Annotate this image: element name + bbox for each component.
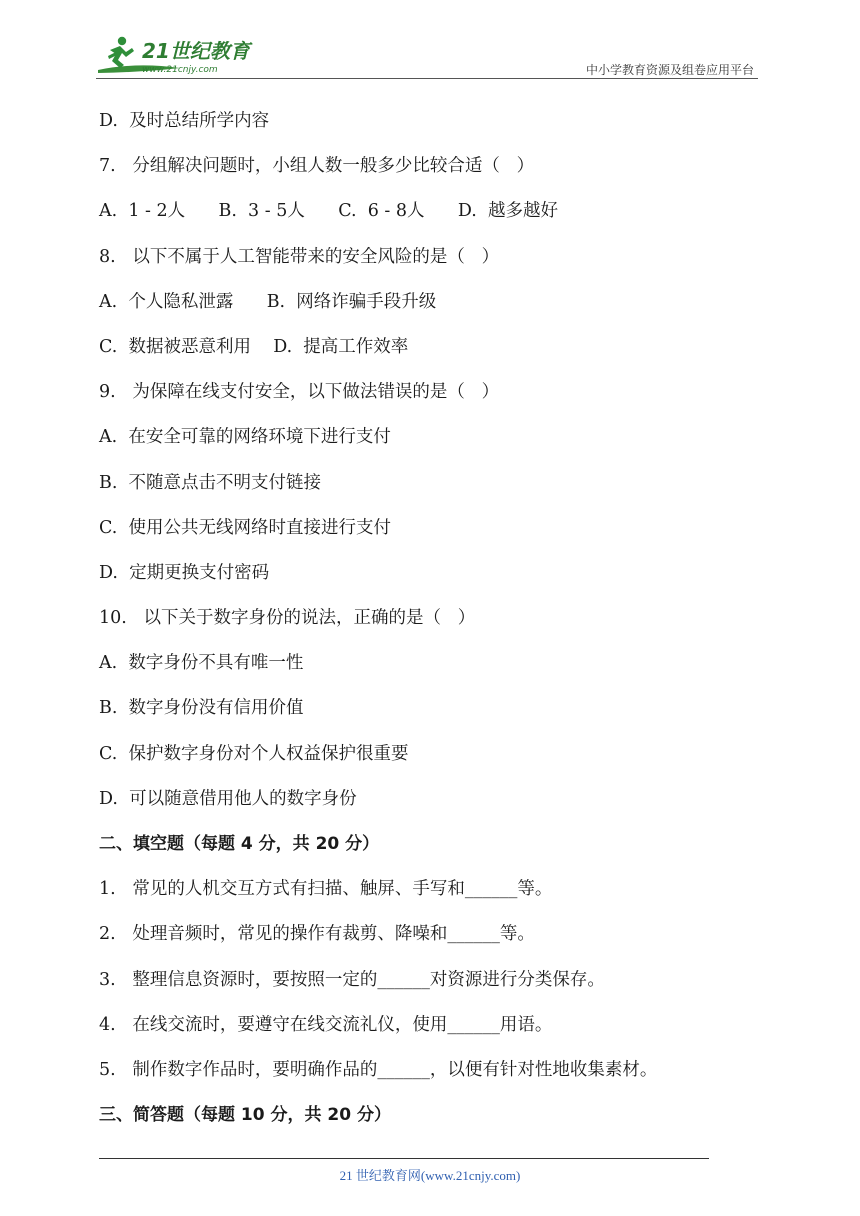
text-line: 5. 制作数字作品时，要明确作品的______，以便有针对性地收集素材。 xyxy=(99,1059,658,1080)
site-logo xyxy=(96,32,266,76)
text-line: 2. 处理音频时，常见的操作有裁剪、降噪和______等。 xyxy=(99,924,535,945)
question-content xyxy=(99,103,759,1142)
text-line: D. 可以随意借用他人的数字身份 xyxy=(99,788,357,809)
section-heading: 二、填空题（每题 4 分，共 20 分） xyxy=(99,834,380,854)
text-line: 1. 常见的人机交互方式有扫描、触屏、手写和______等。 xyxy=(99,879,553,900)
logo-url: www.21cnjy.com xyxy=(142,65,218,75)
footer-link[interactable]: 21 世纪教育网(www.21cnjy.com) xyxy=(339,1168,521,1183)
page-header xyxy=(96,32,758,80)
text-line: 3. 整理信息资源时，要按照一定的______对资源进行分类保存。 xyxy=(99,969,605,990)
text-line: C. 使用公共无线网络时直接进行支付 xyxy=(99,517,391,538)
text-line: 10. 以下关于数字身份的说法，正确的是（ ） xyxy=(99,608,476,629)
text-line: B. 不随意点击不明支付链接 xyxy=(99,472,322,493)
section-heading: 三、简答题（每题 10 分，共 20 分） xyxy=(99,1105,391,1126)
text-line: A. 个人隐私泄露 B. 网络诈骗手段升级 xyxy=(99,291,437,312)
text-line: 9. 为保障在线支付安全，以下做法错误的是（ ） xyxy=(99,382,500,403)
footer-divider xyxy=(99,1158,709,1159)
text-line: A. 在安全可靠的网络环境下进行支付 xyxy=(99,427,391,448)
text-line: C. 数据被恶意利用 D. 提高工作效率 xyxy=(99,336,409,357)
text-line: A. 1 - 2人 B. 3 - 5人 C. 6 - 8人 D. 越多越好 xyxy=(99,201,558,222)
text-line: 4. 在线交流时，要遵守在线交流礼仪，使用______用语。 xyxy=(99,1014,553,1035)
text-line: 8. 以下不属于人工智能带来的安全风险的是（ ） xyxy=(99,246,500,267)
text-line: B. 数字身份没有信用价值 xyxy=(99,698,304,719)
text-line: D. 及时总结所学内容 xyxy=(99,111,270,131)
logo-text: 21世纪教育 xyxy=(142,39,250,63)
text-line: A. 数字身份不具有唯一性 xyxy=(99,653,304,674)
text-line: D. 定期更换支付密码 xyxy=(99,562,270,583)
text-line: 7. 分组解决问题时，小组人数一般多少比较合适（ ） xyxy=(99,156,535,177)
text-line: C. 保护数字身份对个人权益保护很重要 xyxy=(99,743,409,764)
platform-title: 中小学教育资源及组卷应用平台 xyxy=(585,63,754,77)
header-divider xyxy=(96,78,758,79)
